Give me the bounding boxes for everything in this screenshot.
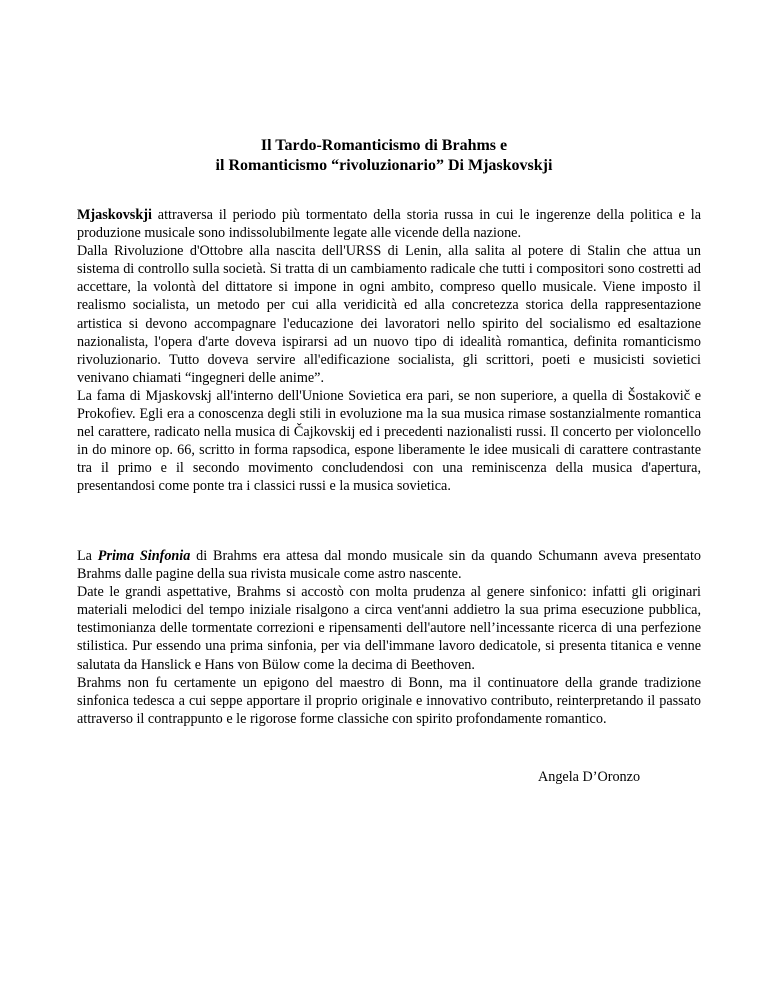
paragraph: Date le grandi aspettative, Brahms si accostò con molta prudenza al genere sinfonico: infatti gli originari materiali melodici del tempo iniziale risalgono a circa vent'anni addietro la sua prima esecuzione pubblica, testimonianza delle tormentate correzioni e ripensamenti dell'autore nell’incessante ricerca di una perfezione stilistica. Pur essendo una prima sinfonia, per via dell'immane lavoro dedicatole, si presenta titanica e venne salutata da Hanslick e Hans von Bülow come la decima di Beethoven. (77, 584, 701, 673)
page-title (0, 136, 768, 176)
paragraph: La fama di Mjaskovskj all'interno dell'Unione Sovietica era pari, se non superiore, a quella di Šostakovič e Prokofiev. Egli era a conoscenza degli stili in evoluzione ma la sua musica rimase sostanzialmente romantica nel carattere, radicato nella musica di Čajkovskij ed i precedenti nazionalisti russi. Il concerto per violoncello in do minore op. 66, scritto in forma rapsodica, espone liberamente le idee musicali di carattere contrastante tra il primo e il secondo movimento concludendosi con una reminiscenza della musica d'apertura, presentandosi come ponte tra i classici russi e la musica sovietica. (77, 387, 701, 495)
paragraph: Dalla Rivoluzione d'Ottobre alla nascita dell'URSS di Lenin, alla salita al potere di Stalin che attua un sistema di controllo sulla società. Si tratta di un cambiamento radicale che tutti i compositori sono costretti ad accettare, la volontà del dittatore si impone in ogni ambito, compreso quello musicale. Viene imposto il realismo socialista, un metodo per cui alla veridicità ed alla concretezza storica della rappresentazione artistica si devono accompagnare l'educazione dei lavoratori nello spirito del socialismo ed esaltazione nazionalista, l'opera d'arte doveva ispirarsi ad un nuovo tipo di idealità romantica, definita romanticismo rivoluzionario. Tutto doveva servire all'edificazione socialista, gli scrittori, poeti e musicisti sovietici venivano chiamati “ingegneri delle anime”. (77, 243, 701, 386)
title-line-2: il Romanticismo “rivoluzionario” Di Mjaskovskji (215, 157, 553, 174)
author-signature: Angela D’Oronzo (538, 769, 641, 785)
paragraph (77, 547, 701, 583)
paragraph: Brahms non fu certamente un epigono del maestro di Bonn, ma il continuatore della grande tradizione sinfonica tedesca a cui seppe apportare il proprio originale e innovativo contributo, reinterpretando il passato attraverso il contrappunto e le rigorose forme classiche con spirito profondamente romantico. (77, 674, 701, 727)
paragraph-text: di Brahms era attesa dal mondo musicale sin da quando Schumann aveva presentato Brahms dalle pagine della sua rivista musicale come astro nascente. (77, 548, 701, 583)
section-brahms (77, 547, 701, 728)
paragraph-text: La (77, 548, 98, 564)
section-mjaskovskji (77, 206, 701, 496)
title-line-1: Il Tardo-Romanticismo di Brahms e (260, 137, 508, 154)
paragraph (77, 206, 701, 242)
lead-name: Mjaskovskji (77, 207, 152, 223)
paragraph-text: attraversa il periodo più tormentato della storia russa in cui le ingerenze della politica e la produzione musicale sono indissolubilmente legate alle vicende della nazione. (77, 207, 701, 242)
work-title: Prima Sinfonia (97, 548, 191, 564)
